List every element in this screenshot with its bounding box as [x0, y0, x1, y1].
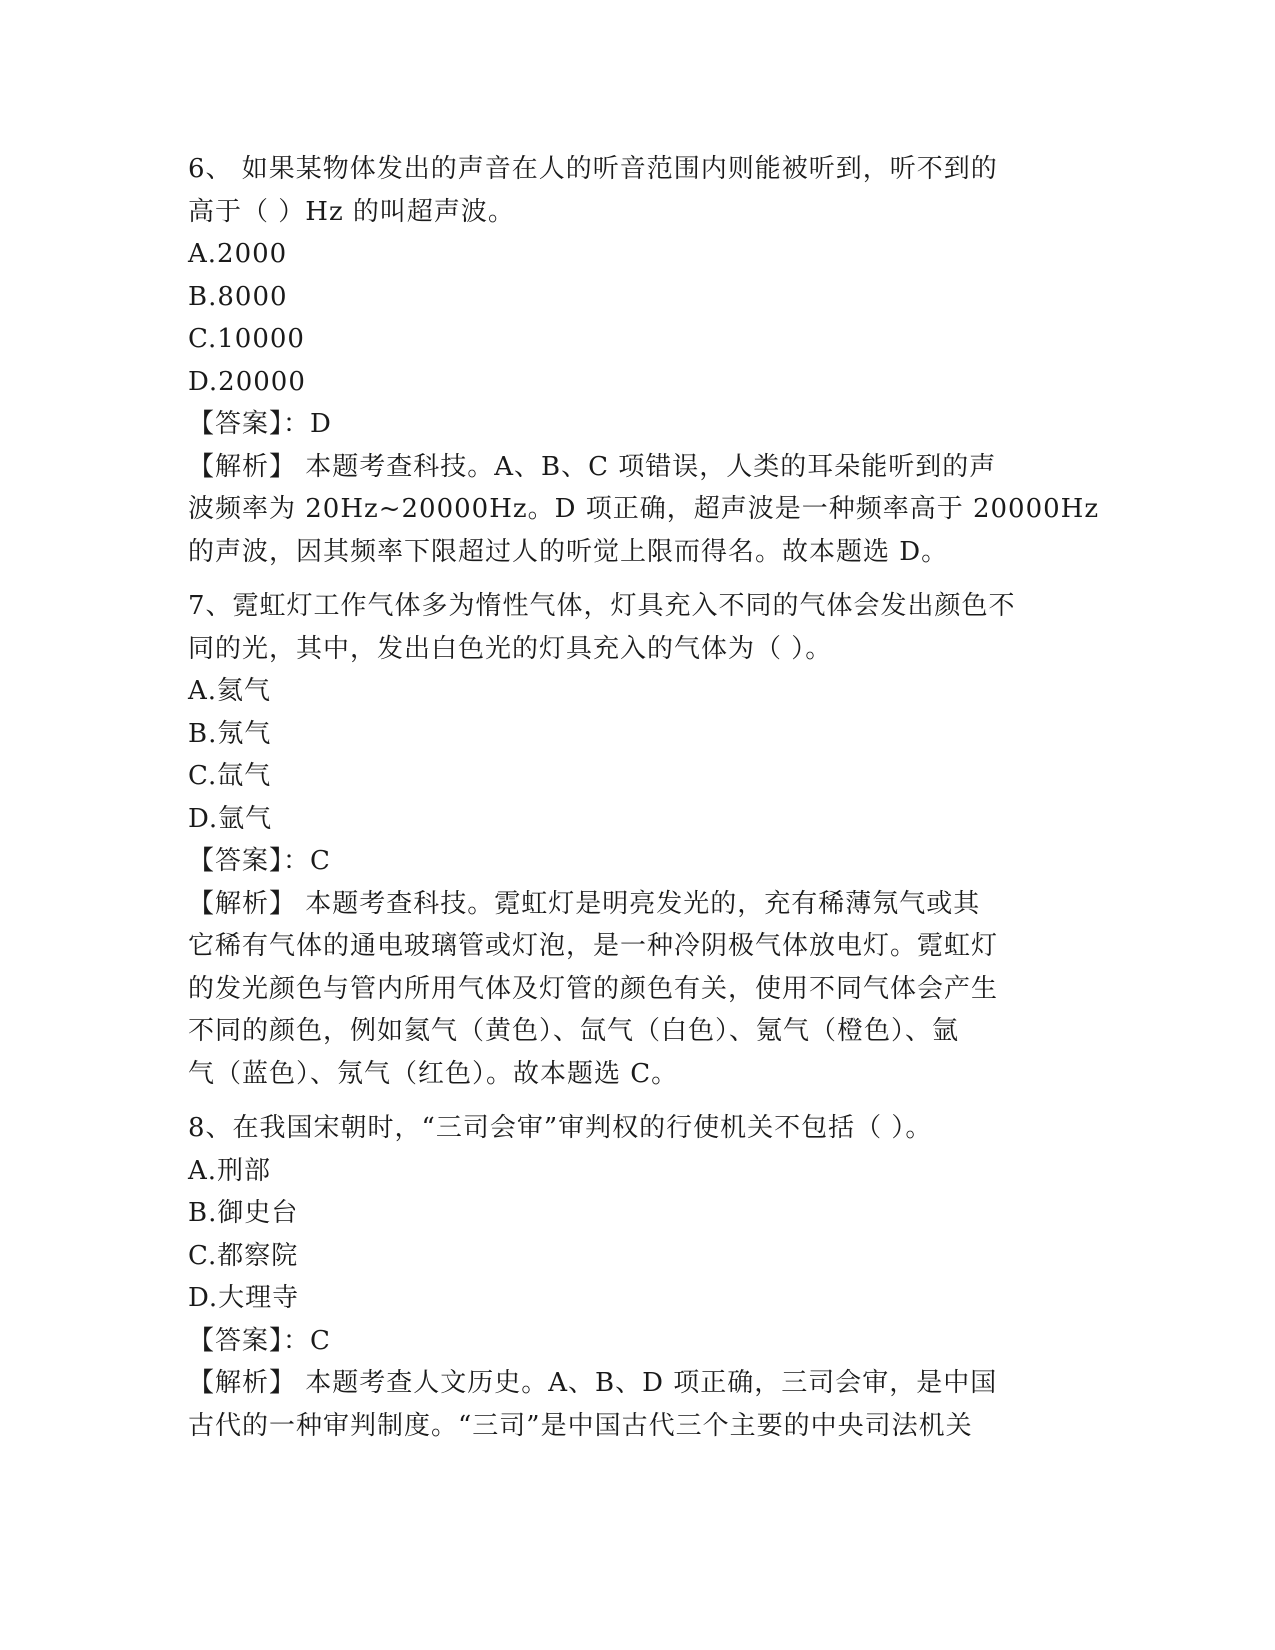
question-8: [188, 1107, 1088, 1447]
option-d: D.20000: [188, 366, 306, 397]
analysis-line: 不同的颜色，例如氦气（黄色）、氙气（白色）、氪气（橙色）、氩: [188, 1016, 960, 1046]
question-stem-line: 7、霓虹灯工作气体多为惰性气体，灯具充入不同的气体会发出颜色不: [188, 591, 1016, 621]
option-a: A.刑部: [188, 1155, 272, 1186]
option-a: A.2000: [188, 239, 288, 269]
analysis-line: 的发光颜色与管内所用气体及灯管的颜色有关，使用不同气体会产生: [188, 973, 999, 1004]
analysis-line: 气（蓝色）、氖气（红色）。故本题选 C。: [188, 1058, 679, 1089]
option-b: B.御史台: [188, 1198, 299, 1228]
analysis-line: 【解析】 本题考查科技。霓虹灯是明亮发光的，充有稀薄氖气或其: [188, 888, 981, 919]
option-c: C.都察院: [188, 1240, 299, 1271]
answer-line: 【答案】：C: [188, 1325, 331, 1356]
option-c: C.10000: [188, 324, 305, 354]
question-spacer: [188, 1095, 1088, 1107]
question-7: [188, 585, 1088, 1095]
question-stem-line: 6、 如果某物体发出的声音在人的听音范围内则能被听到，听不到的: [188, 154, 998, 184]
question-stem-line: 同的光，其中，发出白色光的灯具充入的气体为（ ）。: [188, 633, 833, 664]
analysis-line: 【解析】 本题考查科技。A、B、C 项错误，人类的耳朵能听到的声: [188, 451, 997, 482]
question-stem-line: 8、在我国宋朝时，“三司会审”审判权的行使机关不包括（ ）。: [188, 1113, 933, 1143]
analysis-line: 古代的一种审判制度。“三司”是中国古代三个主要的中央司法机关: [188, 1410, 973, 1441]
answer-line: 【答案】：D: [188, 409, 332, 439]
analysis-line: 波频率为 20Hz~20000Hz。D 项正确，超声波是一种频率高于 20000Hz: [188, 494, 1100, 524]
analysis-line: 它稀有气体的通电玻璃管或灯泡，是一种冷阴极气体放电灯。霓虹灯: [188, 931, 999, 961]
question-stem-line: 高于（ ）Hz 的叫超声波。: [188, 196, 515, 227]
option-c: C.氙气: [188, 761, 272, 791]
option-d: D.大理寺: [188, 1283, 300, 1313]
question-spacer: [188, 573, 1088, 585]
option-a: A.氦气: [188, 676, 272, 706]
analysis-line: 【解析】 本题考查人文历史。A、B、D 项正确，三司会审，是中国: [188, 1368, 998, 1398]
document-page: [188, 148, 1100, 1447]
option-b: B.氖气: [188, 718, 272, 749]
option-b: B.8000: [188, 281, 288, 312]
option-d: D.氩气: [188, 803, 273, 834]
answer-line: 【答案】：C: [188, 846, 331, 876]
question-6: [188, 148, 1100, 573]
analysis-line: 的声波，因其频率下限超过人的听觉上限而得名。故本题选 D。: [188, 536, 949, 567]
